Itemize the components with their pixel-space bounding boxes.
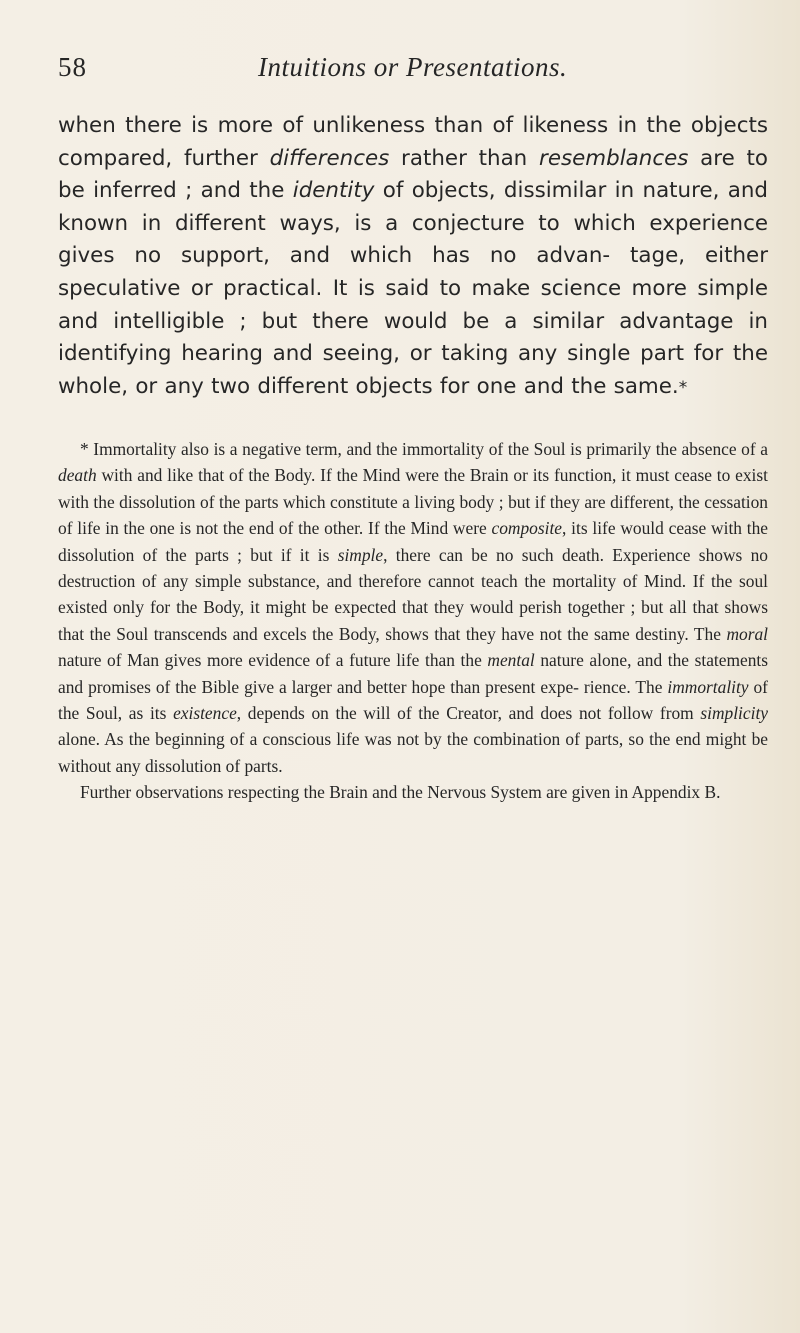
text-run: alone. As the beginning of a conscious life was not by the combination of parts, so the end might be without any dissolution of parts. — [58, 729, 768, 776]
emphasis-simple: simple — [337, 544, 384, 565]
text-run: , its life would cease with the dissolution of the parts ; but if it is — [58, 518, 769, 565]
running-title: Intuitions or Presentations. — [258, 52, 568, 82]
text-run: , depends on the will of the Creator, and does not follow from — [236, 703, 701, 724]
text-run: of objects, dissimilar in nature, and known in different ways, is a conjecture to which experience gives no support, and which has no advan- tage, either speculative or practical. It is said to make science more simple and intelligible ; but there would be a similar advantage in identifying hearing and seeing, or taking any single part for the whole, or any two different objects for one and the same. — [58, 178, 768, 399]
running-head — [58, 52, 758, 92]
footnote-reference: * — [678, 377, 688, 398]
emphasis-resemblances: resemblances — [539, 145, 689, 171]
page-number: 58 — [58, 52, 87, 82]
emphasis-simplicity: simplicity — [700, 703, 768, 724]
text-run: nature alone, and the statements and promises of the Bible give a larger and better hope than present expe- rience. The — [58, 650, 768, 697]
text-run: nature of Man gives more evidence of a future life than the — [58, 650, 488, 671]
text-run: Immortality also is a negative term, and the immortality of the Soul is primarily the absence of a — [88, 439, 768, 459]
footnote-paragraph-2: Further observations respecting the Brain and the Nervous System are given in Appendix B. — [80, 782, 721, 803]
emphasis-differences: differences — [269, 145, 390, 171]
footnote-paragraph-1 — [58, 436, 768, 779]
emphasis-moral: moral — [726, 623, 768, 644]
text-run: when there is more of unlikeness than of likeness in the objects compared, further — [58, 113, 768, 171]
text-run: , there can be no such death. Experience shows no destruction of any simple substance, and therefore cannot teach the mortality of Mind. If the soul existed only for the Body, it might be expected that they would perish together ; but all that shows that the Soul transcends and excels the Body, shows that they have not the same destiny. The — [58, 544, 768, 644]
emphasis-existence: existence — [173, 703, 237, 724]
text-run: of the Soul, as its — [58, 676, 768, 724]
emphasis-identity: identity — [292, 178, 375, 204]
emphasis-mental: mental — [487, 650, 535, 671]
text-run: rather than — [389, 145, 540, 171]
text-run: are to be inferred ; and the — [58, 145, 769, 204]
footnote — [58, 436, 768, 806]
main-paragraph — [58, 110, 768, 404]
footnote-marker: * — [80, 439, 89, 459]
emphasis-death: death — [58, 465, 97, 486]
text-run: with and like that of the Body. If the Mind were the Brain or its function, it must cease to exist with the dissolution of the parts which constitute a living body ; but if they are different, the cessation of life in the one is not the end of the other. If the Mind were — [58, 465, 768, 539]
emphasis-immortality: immortality — [667, 676, 749, 697]
emphasis-composite: composite — [491, 518, 563, 539]
